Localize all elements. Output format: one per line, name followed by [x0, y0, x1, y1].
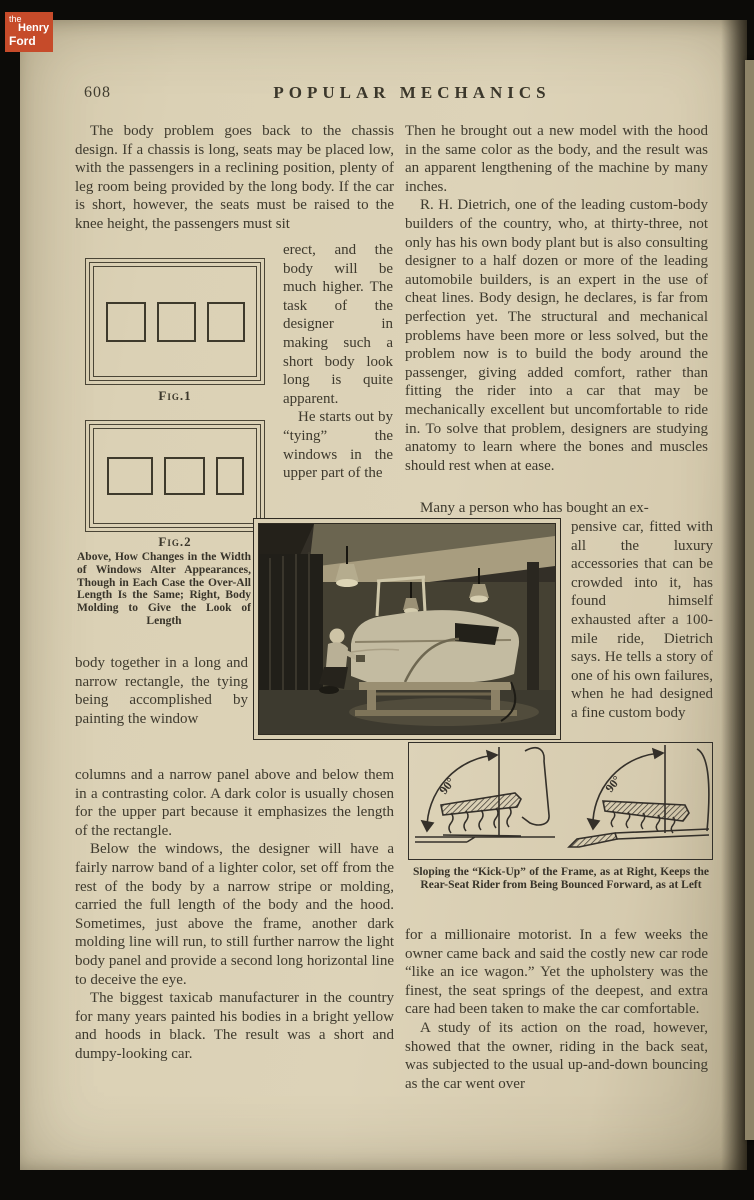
right-column-upper [405, 122, 708, 475]
paragraph: A study of its action on the road, however, showed that the owner, riding in the back seat, was subjected to the usual up-and-down bouncing as the car went over [405, 1019, 708, 1092]
fig2-window-2 [164, 457, 205, 495]
paragraph: He starts out by “tying” the windows in the upper part of the [283, 409, 393, 482]
page-number: 608 [84, 84, 111, 101]
right-seat-angle-label: 90° [602, 772, 624, 795]
paragraph: The biggest taxicab manufacturer in the country for many years painted his bodies in a bright yellow and hoods in black. The result was a short and dumpy-looking car. [75, 990, 394, 1062]
right-column-lead-line [405, 499, 708, 518]
fig1-window-diagram [85, 258, 265, 385]
figures-caption: Above, How Changes in the Width of Windows Alter Appearances, Though in Each Case the Over-All Length Is the Same; Right, Body Molding to Give the Look of Length [77, 551, 251, 627]
henry-ford-logo [5, 12, 53, 52]
fig1-window-1 [106, 302, 146, 342]
seat-spring-diagram [408, 742, 713, 860]
fig1-window-2 [157, 302, 196, 342]
left-column-lower [75, 766, 394, 1064]
seat-spring-drawing [409, 743, 711, 858]
paragraph: body together in a long and narrow rectangle, the tying being accomplished by painting the window [75, 655, 248, 727]
left-column-narrow-1 [283, 241, 393, 483]
paragraph: Many a person who has bought an ex- [420, 500, 649, 516]
fig2-window-diagram [85, 420, 265, 532]
paragraph: Then he brought out a new model with the hood in the same color as the body, and the result was an apparent lengthening of the machine by many inches. [405, 123, 708, 195]
magazine-page [20, 20, 747, 1170]
paragraph: R. H. Dietrich, one of the leading custom-body builders of the country, who, at thirty-three, not only has his own body plant but is also consulting designer to a half dozen or more of the leading automobile builders, is an expert in the use of cheat lines. Body design, he declares, is far from perfection yet. The structural and mechanical problems have been more or less solved, but the problem now is to build the body around the passenger, giving added comfort, rather than fitting the rider into a car that may be mechanically excellent but uncomfortable to ride in. To solve that problem, designers are studying anatomy to learn where the bones and muscles should rest when at ease. [405, 197, 708, 474]
logo-text-ford: Ford [9, 34, 36, 48]
paragraph: for a millionaire motorist. In a few weeks the owner came back and said the costly new car rode “like an ice wagon.” Yet the upholstery was the finest, the seat springs of the deepest, and extra care had been taken to make the car comfortable. [405, 927, 708, 1018]
workshop-photo [253, 518, 561, 740]
seat-diagram-caption: Sloping the “Kick-Up” of the Frame, as at Right, Keeps the Rear-Seat Rider from Being Bounced Forward, as at Left [413, 866, 709, 891]
paragraph: The body problem goes back to the chassis design. If a chassis is long, seats may be placed low, with the passengers in a reclining position, plenty of leg room being provided by the long body. If the car is short, however, the seats must be raised to the knee height, the passengers must sit [75, 123, 394, 232]
left-column-narrow-2 [75, 654, 248, 728]
workshop-photo-illustration [259, 524, 555, 734]
fig1-label: Fig.1 [158, 388, 192, 403]
left-column-intro [75, 122, 394, 234]
right-column-narrow [571, 518, 713, 723]
left-seat-angle-label: 90° [436, 774, 458, 797]
magazine-title: POPULAR MECHANICS [273, 83, 551, 102]
fig1-window-3 [207, 302, 245, 342]
logo-text-the: the [9, 14, 22, 24]
logo-text-henry: Henry [18, 22, 50, 34]
fig2-window-3 [216, 457, 244, 495]
fig2-window-1 [107, 457, 153, 495]
paragraph: erect, and the body will be much higher. The task of the designer in making such a short body look long is quite apparent. [283, 242, 393, 407]
page-edge-shadow [721, 20, 747, 1170]
right-column-lower [405, 926, 708, 1093]
paragraph: columns and a narrow panel above and below them in a contrasting color. A dark color is usually chosen for the upper part because it emphasizes the length of the rectangle. [75, 767, 394, 839]
fig2-label: Fig.2 [158, 534, 192, 549]
paragraph: pensive car, fitted with all the luxury accessories that can be crowded into it, has found himself exhausted after a 100-mile ride, Dietrich says. He tells a story of one of his own failures, when he had designed a fine custom body [571, 519, 713, 721]
paragraph: Below the windows, the designer will have a fairly narrow band of a lighter color, set off from the rest of the body by a narrow stripe or molding, carried the full length of the body and the hood. Sometimes, just above the frame, another dark molding line will run, to still further narrow the light body panel and provide a second long horizontal line to deceive the eye. [75, 841, 394, 988]
adjacent-page-edge [745, 60, 754, 1140]
